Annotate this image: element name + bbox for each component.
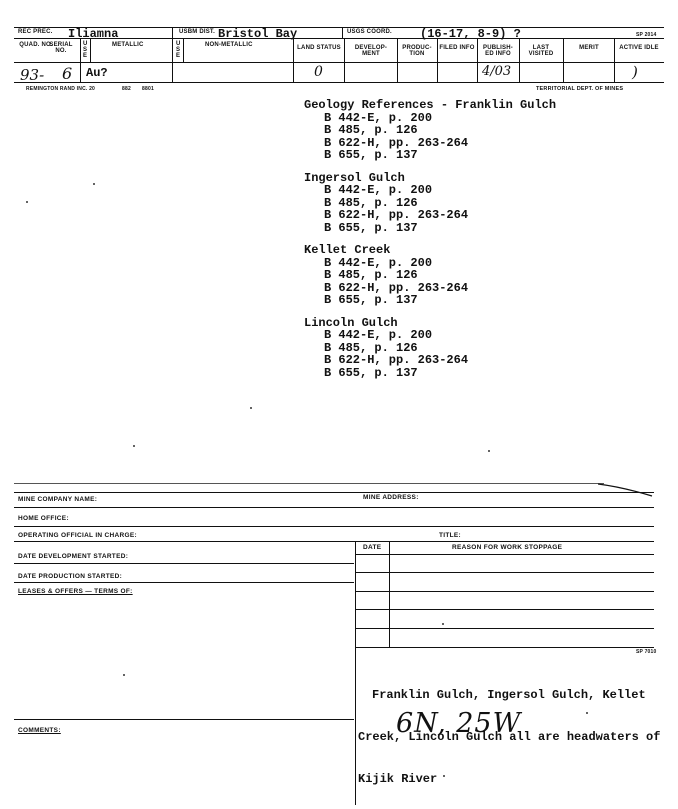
usgs-coord-value: (16-17, 8-9) ?	[420, 27, 521, 41]
reference-item: B 442-E, p. 200	[324, 328, 433, 342]
operating-official-label: OPERATING OFFICIAL IN CHARGE:	[18, 532, 137, 539]
speck	[93, 183, 95, 185]
date-production-started-label: DATE PRODUCTION STARTED:	[18, 573, 123, 580]
reference-item: B 622-H, pp. 263-264	[324, 353, 469, 367]
form-number: SP 2014	[636, 32, 657, 38]
date-development-started-label: DATE DEVELOPMENT STARTED:	[18, 553, 129, 560]
reference-item: B 655, p. 137	[324, 365, 418, 380]
reference-item: B 442-E, p. 200	[324, 255, 433, 270]
torn-line	[598, 478, 654, 502]
col-production: PRODUC- TION	[402, 45, 432, 57]
col-non-metallic: NON-METALLIC	[205, 42, 253, 48]
leases-offers-label: LEASES & OFFERS — TERMS OF:	[18, 588, 133, 595]
note-line: Creek, Lincoln Gulch all are headwaters of	[358, 730, 661, 744]
col-serial-no: SERIAL NO.	[49, 42, 73, 54]
speck	[250, 407, 252, 409]
col-metallic: METALLIC	[112, 42, 144, 48]
usgs-coord-label: USGS COORD.	[347, 29, 392, 35]
col-merit: MERIT	[579, 45, 599, 51]
col-use-1: U S E	[83, 41, 88, 59]
reference-item: B 655, p. 137	[324, 220, 418, 235]
reference-item: B 442-E, p. 200	[324, 110, 433, 125]
references-block	[304, 99, 556, 379]
comments-label: COMMENTS:	[18, 727, 61, 734]
speck	[133, 445, 135, 447]
printer-code-2: 8801	[142, 86, 154, 92]
speck	[442, 623, 444, 625]
col-active-idle: ACTIVE IDLE	[619, 45, 659, 51]
reference-item: B 622-H, pp. 263-264	[324, 280, 469, 295]
usgs-dist-value: Bristol Bay	[218, 27, 298, 41]
usgs-dist-label: USBM DIST.	[179, 29, 216, 35]
speck	[488, 450, 490, 452]
reference-title: Ingersol Gulch	[304, 170, 405, 185]
reference-item: B 622-H, pp. 263-264	[324, 135, 469, 150]
col-filed-info: FILED INFO	[439, 45, 475, 51]
record-published: 4/03	[482, 64, 512, 79]
record-metallic: Au?	[86, 66, 108, 80]
reference-item: B 485, p. 126	[324, 340, 418, 355]
department-name: TERRITORIAL DEPT. OF MINES	[536, 86, 624, 92]
record-serial: 6	[62, 64, 73, 83]
date-column-header: DATE	[363, 544, 382, 551]
record-quad: 93-	[20, 66, 45, 84]
reference-title: Lincoln Gulch	[304, 315, 398, 330]
speck	[26, 201, 28, 203]
reference-group	[304, 172, 556, 235]
col-quad-no: QUAD. NO.	[19, 42, 53, 48]
mine-company-name-label: MINE COMPANY NAME:	[18, 496, 98, 503]
col-use-2: U S E	[176, 41, 181, 59]
reference-item: B 442-E, p. 200	[324, 183, 433, 197]
rec-prec-label: REC PREC.	[18, 29, 53, 35]
reference-item: B 622-H, pp. 263-264	[324, 208, 469, 222]
title-label: TITLE:	[439, 532, 462, 539]
record-land-status: 0	[314, 64, 323, 80]
reference-item: B 485, p. 126	[324, 123, 418, 137]
record-active-idle: )	[632, 63, 638, 81]
reference-group	[304, 317, 556, 380]
col-last-visited: LAST VISITED	[528, 45, 554, 57]
printer-code-1: 882	[122, 86, 131, 92]
reference-title: Kellet Creek	[304, 243, 391, 257]
rec-prec-value: Iliamna	[68, 27, 119, 41]
handwritten-township: 6N, 25W	[396, 708, 522, 739]
reference-item: B 485, p. 126	[324, 195, 418, 210]
reason-column-header: REASON FOR WORK STOPPAGE	[452, 544, 563, 551]
form-number-lower: SP 7010	[636, 649, 657, 655]
home-office-label: HOME OFFICE:	[18, 515, 69, 522]
reference-item: B 485, p. 126	[324, 268, 418, 282]
col-published-info: PUBLISH- ED INFO	[483, 45, 513, 57]
col-development: DEVELOP- MENT	[354, 45, 388, 57]
col-land-status: LAND STATUS	[297, 45, 341, 51]
printer-imprint: REMINGTON RAND INC. 20	[26, 86, 96, 92]
reference-group	[304, 244, 556, 307]
note-line: Franklin Gulch, Ingersol Gulch, Kellet	[372, 688, 646, 702]
reference-group	[304, 99, 556, 162]
note-line: Kijik River	[358, 772, 438, 786]
reference-title: Geology References - Franklin Gulch	[304, 98, 557, 112]
mine-address-label: MINE ADDRESS:	[363, 494, 419, 501]
speck	[586, 712, 588, 714]
reference-item: B 655, p. 137	[324, 293, 418, 307]
reference-item: B 655, p. 137	[324, 148, 418, 162]
speck	[123, 674, 125, 676]
